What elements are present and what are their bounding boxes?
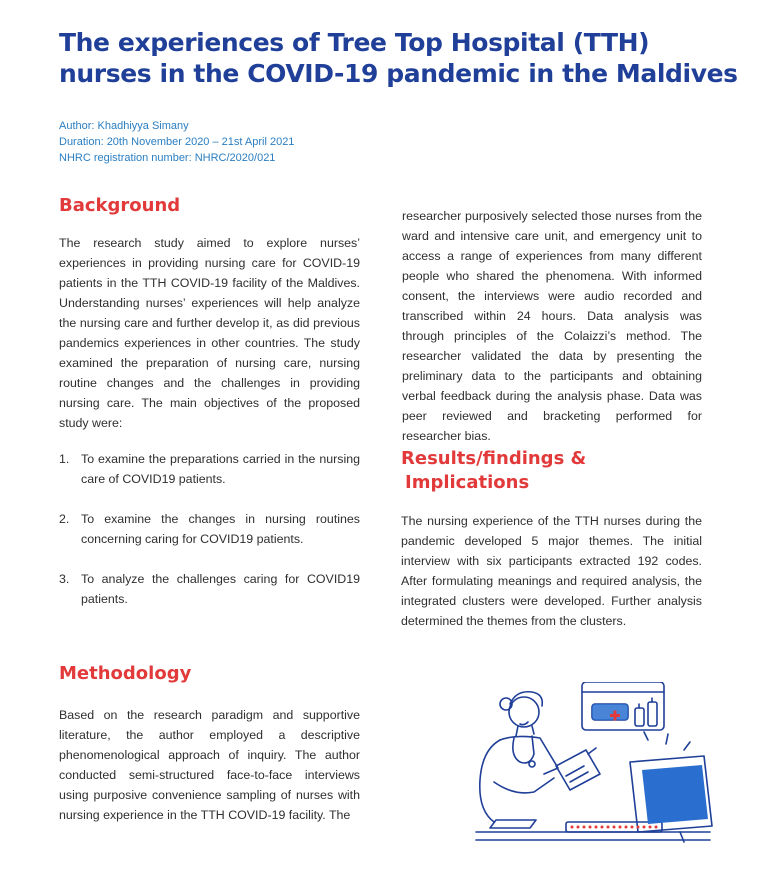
methodology-body-left: Based on the research paradigm and supportive literature, the author employed a descriptive phenomenological approach of inquiry. The author conducted semi-structured face-to-face interviews using purposive convenience sampling of nurses with nursing experience in the TTH COVID-19 facility. The: [59, 708, 360, 822]
results-body: The nursing experience of the TTH nurses during the pandemic developed 5 major themes. The initial interview with six participants extracted 192 codes. After formulating meanings and required analysis, the integrated clusters were developed. Further analysis determined the themes from the clusters.: [401, 514, 702, 628]
objective-item: [59, 569, 360, 609]
author: Author: Khadhiyya Simany: [59, 120, 189, 132]
results-heading-line-2: Implications: [405, 472, 530, 493]
bottle-icon: [648, 702, 657, 726]
page-title: [59, 27, 739, 89]
objective-number: 1.: [59, 452, 70, 466]
methodology-heading: Methodology: [59, 663, 192, 684]
objective-number: 3.: [59, 572, 70, 586]
objective-text: To examine the changes in nursing routines concerning caring for COVID19 patients.: [81, 512, 360, 546]
duration: Duration: 20th November 2020 – 21st April 2021: [59, 136, 295, 148]
objective-text: To analyze the challenges caring for COVID19 patients.: [81, 572, 360, 606]
registration-number: NHRC registration number: NHRC/2020/021: [59, 152, 276, 164]
results-heading-line-1: Results/findings &: [401, 448, 587, 469]
title-line-1: The experiences of Tree Top Hospital (TTH): [59, 28, 650, 57]
objective-item: [59, 449, 360, 489]
objective-item: [59, 509, 360, 549]
title-line-2: nurses in the COVID-19 pandemic in the Maldives: [59, 59, 738, 88]
objective-number: 2.: [59, 512, 70, 526]
methodology-body-right: researcher purposively selected those nurses from the ward and intensive care unit, and emergency unit to access a range of experiences from many different people who shared the phenomena. With informed consent, the interviews were audio recorded and transcribed within 24 hours. Data analysis was through principles of the Colaizzi’s method. The researcher validated the data by presenting the preliminary data to the participants and obtaining verbal feedback during the analysis phase. Data was peer reviewed and bracketing performed for researcher bias.: [402, 209, 702, 443]
study-metadata: [59, 118, 459, 166]
objective-text: To examine the preparations carried in the nursing care of COVID19 patients.: [81, 452, 360, 486]
results-heading: [401, 447, 586, 495]
background-heading: Background: [59, 195, 181, 216]
nurse-head-icon: [509, 697, 539, 727]
nurse-illustration: [470, 682, 716, 852]
background-body: The research study aimed to explore nurses’ experiences in providing nursing care for COVID-19 patients in the TTH COVID-19 facility of the Maldives. Understanding nurses’ experiences will help analyze the nursing care and further develop it, as did previous pandemics experiences in other countries. The study examined the preparation of nursing care, nursing routine changes and the challenges in providing nursing care. The main objectives of the proposed study were:: [59, 236, 360, 430]
bottle-icon: [635, 708, 644, 726]
